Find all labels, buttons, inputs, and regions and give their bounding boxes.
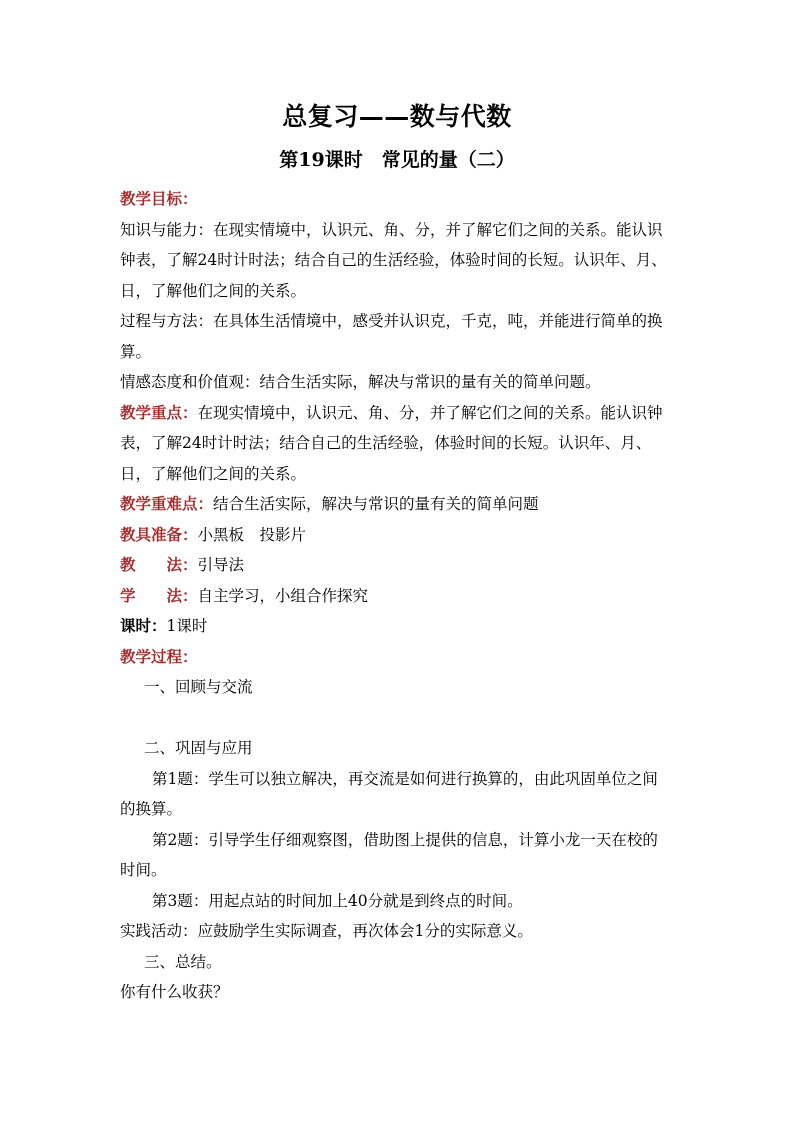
question-1-line-2: 的换算。 (120, 800, 183, 818)
key-points-line-3: 日，了解他们之间的关系。 (120, 464, 307, 483)
hours-label: 课时： (120, 616, 167, 635)
key-points-line-1 (120, 398, 680, 429)
objectives-heading: 教学目标： (120, 189, 198, 208)
question-2-line-2: 时间。 (120, 861, 167, 879)
method-teach-line (120, 550, 680, 581)
method-teach-label: 教 法： (120, 555, 198, 574)
objectives-knowledge-line-2: 钟表，了解24时计时法；结合自己的生活经验，体验时间的长短。认识年、月、 (120, 251, 667, 269)
objectives-process-line-1: 过程与方法：在具体生活情境中，感受并认识克，千克，吨，并能进行简单的换 (120, 312, 663, 330)
practice-activity: 实践活动：应鼓励学生实际调查，再次体会1分的实际意义。 (120, 922, 533, 940)
tools-label: 教具准备： (120, 524, 198, 544)
section-review: 一、回顾与交流 (144, 678, 253, 696)
section-practice: 二、巩固与应用 (144, 739, 253, 757)
objectives-knowledge-line-1: 知识与能力：在现实情境中，认识元、角、分，并了解它们之间的关系。能认识 (120, 220, 663, 239)
lesson-subtitle: 第19课时 常见的量（二） (279, 149, 515, 171)
difficulty-text: 结合生活实际，解决与常识的量有关的简单问题 (213, 495, 539, 513)
document-body (120, 184, 680, 1008)
question-2-line-1: 第2题：引导学生仔细观察图，借助图上提供的信息，计算小龙一天在校的 (152, 830, 658, 849)
objectives-knowledge-line-3: 日，了解他们之间的关系。 (120, 281, 307, 300)
method-learn-text: 自主学习，小组合作探究 (197, 586, 369, 605)
summary-question: 你有什么收获？ (120, 983, 229, 1001)
difficulty-line (120, 489, 680, 520)
difficulty-label: 教学重难点： (120, 494, 214, 513)
hours-line (120, 611, 680, 642)
method-learn-label: 学 法： (120, 585, 198, 605)
key-points-text-1: 在现实情境中，认识元、角、分，并了解它们之间的关系。能认识钟 (197, 403, 663, 422)
objectives-emotion: 情感态度和价值观：结合生活实际，解决与常识的量有关的简单问题。 (120, 373, 601, 391)
hours-text: 1课时 (166, 617, 208, 635)
tools-text: 小黑板 投影片 (197, 525, 307, 544)
method-teach-text: 引导法 (197, 556, 245, 574)
question-1-line-1: 第1题：学生可以独立解决，再交流是如何进行换算的，由此巩固单位之间 (152, 769, 658, 788)
method-learn-line (120, 581, 680, 612)
process-heading: 教学过程： (120, 646, 198, 666)
section-summary: 三、总结。 (144, 952, 222, 971)
question-3: 第3题：用起点站的时间加上40分就是到终点的时间。 (152, 891, 523, 910)
key-points-label: 教学重点： (120, 402, 198, 422)
objectives-process-line-2: 算。 (120, 342, 152, 361)
blank-spacer (120, 703, 680, 734)
tools-line (120, 520, 680, 551)
document-title: 总复习——数与代数 (282, 102, 512, 131)
key-points-line-2: 表，了解24时计时法；结合自己的生活经验，体验时间的长短。认识年、月、 (120, 434, 652, 452)
